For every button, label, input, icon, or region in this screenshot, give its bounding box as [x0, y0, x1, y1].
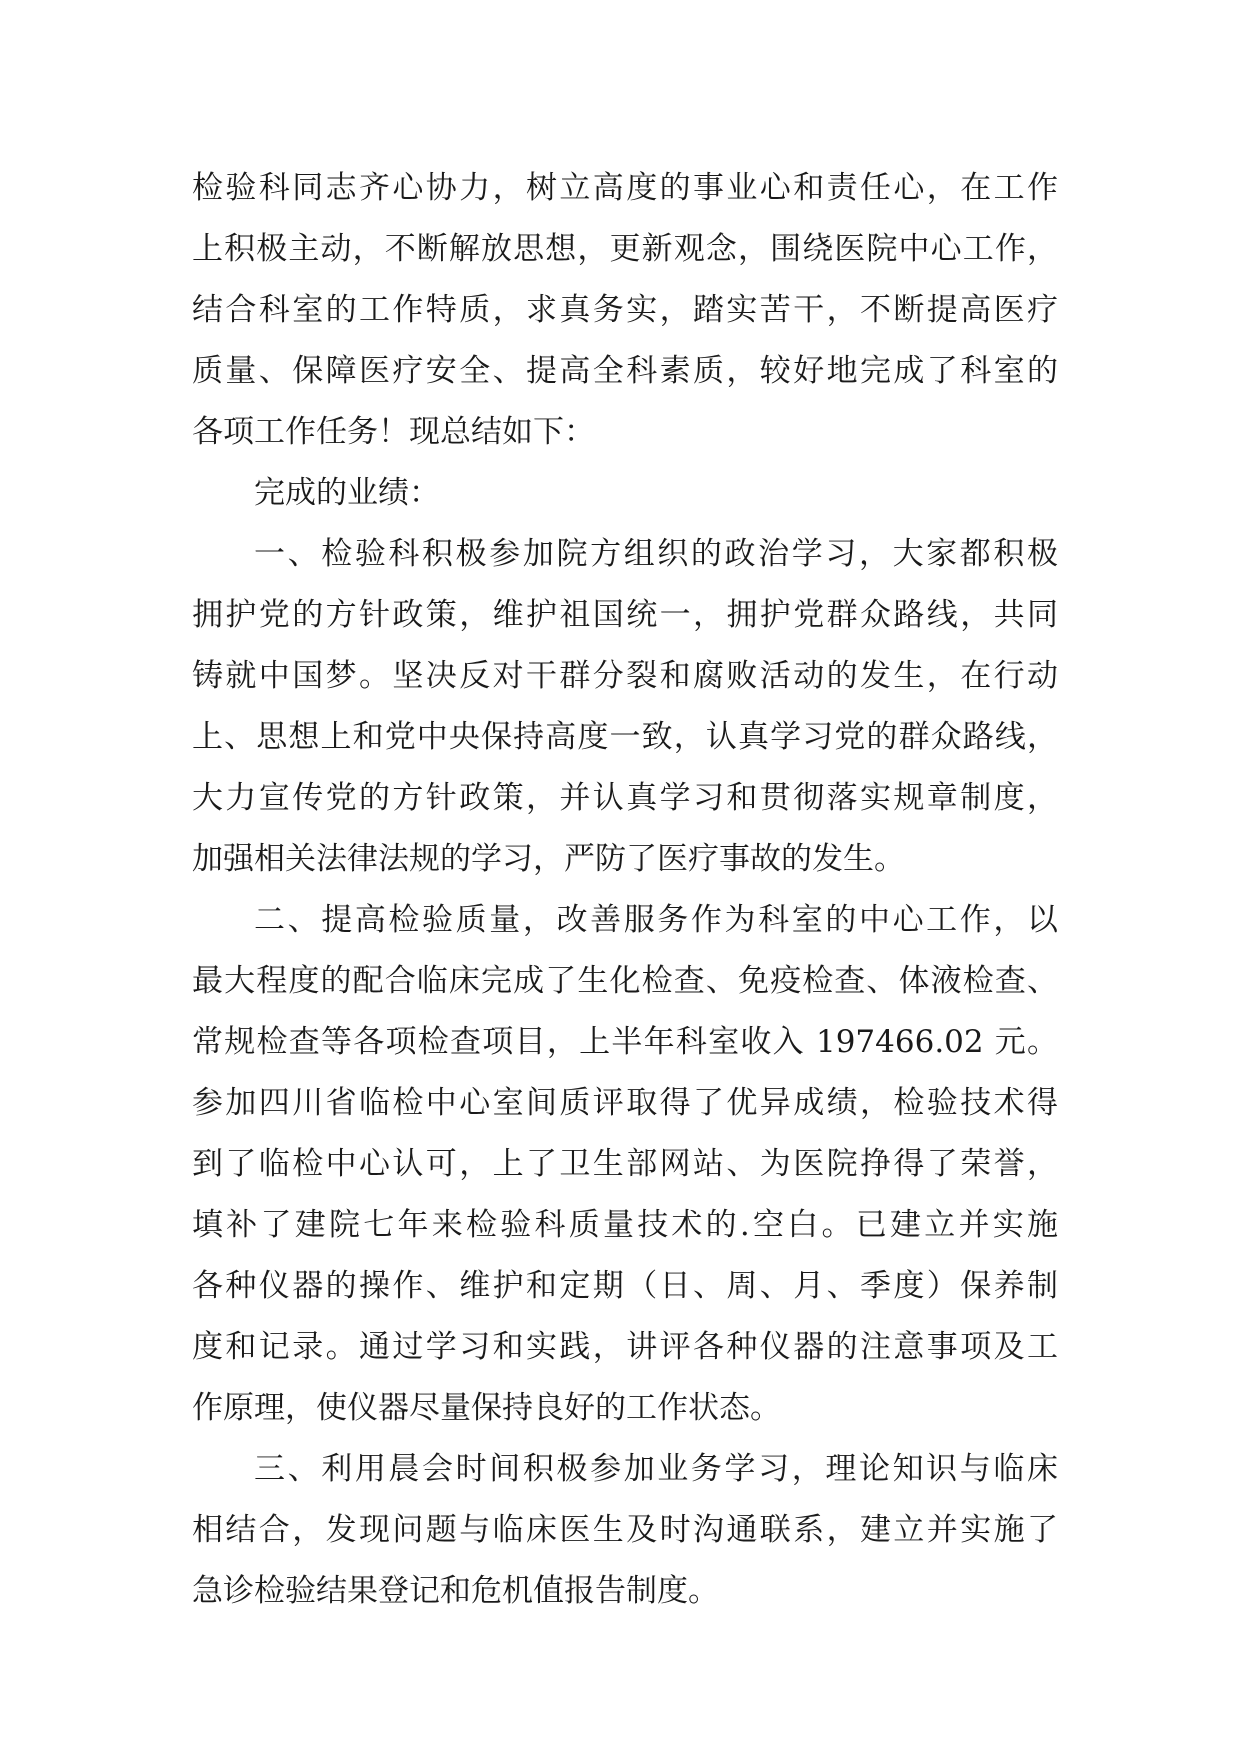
text-line: 作原理，使仪器尽量保持良好的工作状态。	[192, 1390, 781, 1426]
text-line: 二、提高检验质量，改善服务作为科室的中心工作，以	[254, 902, 1058, 938]
text-line: 常规检查等各项检查项目，上半年科室收入 197466.02 元。	[192, 1024, 1058, 1060]
text-line: 最大程度的配合临床完成了生化检查、免疫检查、体液检查、	[192, 963, 1058, 999]
text-line: 结合科室的工作特质，求真务实，踏实苦干，不断提高医疗	[192, 292, 1058, 328]
document-body	[192, 158, 1058, 1622]
text-line: 大力宣传党的方针政策，并认真学习和贯彻落实规章制度，	[192, 780, 1058, 816]
text-line: 一、检验科积极参加院方组织的政治学习，大家都积极	[254, 536, 1058, 572]
text-line: 质量、保障医疗安全、提高全科素质，较好地完成了科室的	[192, 353, 1058, 389]
text-line: 各项工作任务！现总结如下：	[192, 414, 595, 450]
text-line: 相结合，发现问题与临床医生及时沟通联系，建立并实施了	[192, 1512, 1058, 1548]
text-line: 急诊检验结果登记和危机值报告制度。	[192, 1573, 719, 1609]
text-line: 参加四川省临检中心室间质评取得了优异成绩，检验技术得	[192, 1085, 1058, 1121]
text-line: 填补了建院七年来检验科质量技术的.空白。已建立并实施	[192, 1207, 1058, 1243]
text-line: 度和记录。通过学习和实践，讲评各种仪器的注意事项及工	[192, 1329, 1058, 1365]
text-line: 到了临检中心认可，上了卫生部网站、为医院挣得了荣誉，	[192, 1146, 1058, 1182]
text-line: 铸就中国梦。坚决反对干群分裂和腐败活动的发生，在行动	[192, 658, 1058, 694]
text-line: 上、思想上和党中央保持高度一致，认真学习党的群众路线，	[192, 719, 1058, 755]
text-line: 上积极主动，不断解放思想，更新观念，围绕医院中心工作，	[192, 231, 1058, 267]
text-line: 三、利用晨会时间积极参加业务学习，理论知识与临床	[254, 1451, 1058, 1487]
text-line: 检验科同志齐心协力，树立高度的事业心和责任心，在工作	[192, 170, 1058, 206]
text-line: 拥护党的方针政策，维护祖国统一，拥护党群众路线，共同	[192, 597, 1058, 633]
section-heading: 完成的业绩：	[254, 475, 440, 511]
text-line: 各种仪器的操作、维护和定期（日、周、月、季度）保养制	[192, 1268, 1058, 1304]
text-line: 加强相关法律法规的学习，严防了医疗事故的发生。	[192, 841, 905, 877]
